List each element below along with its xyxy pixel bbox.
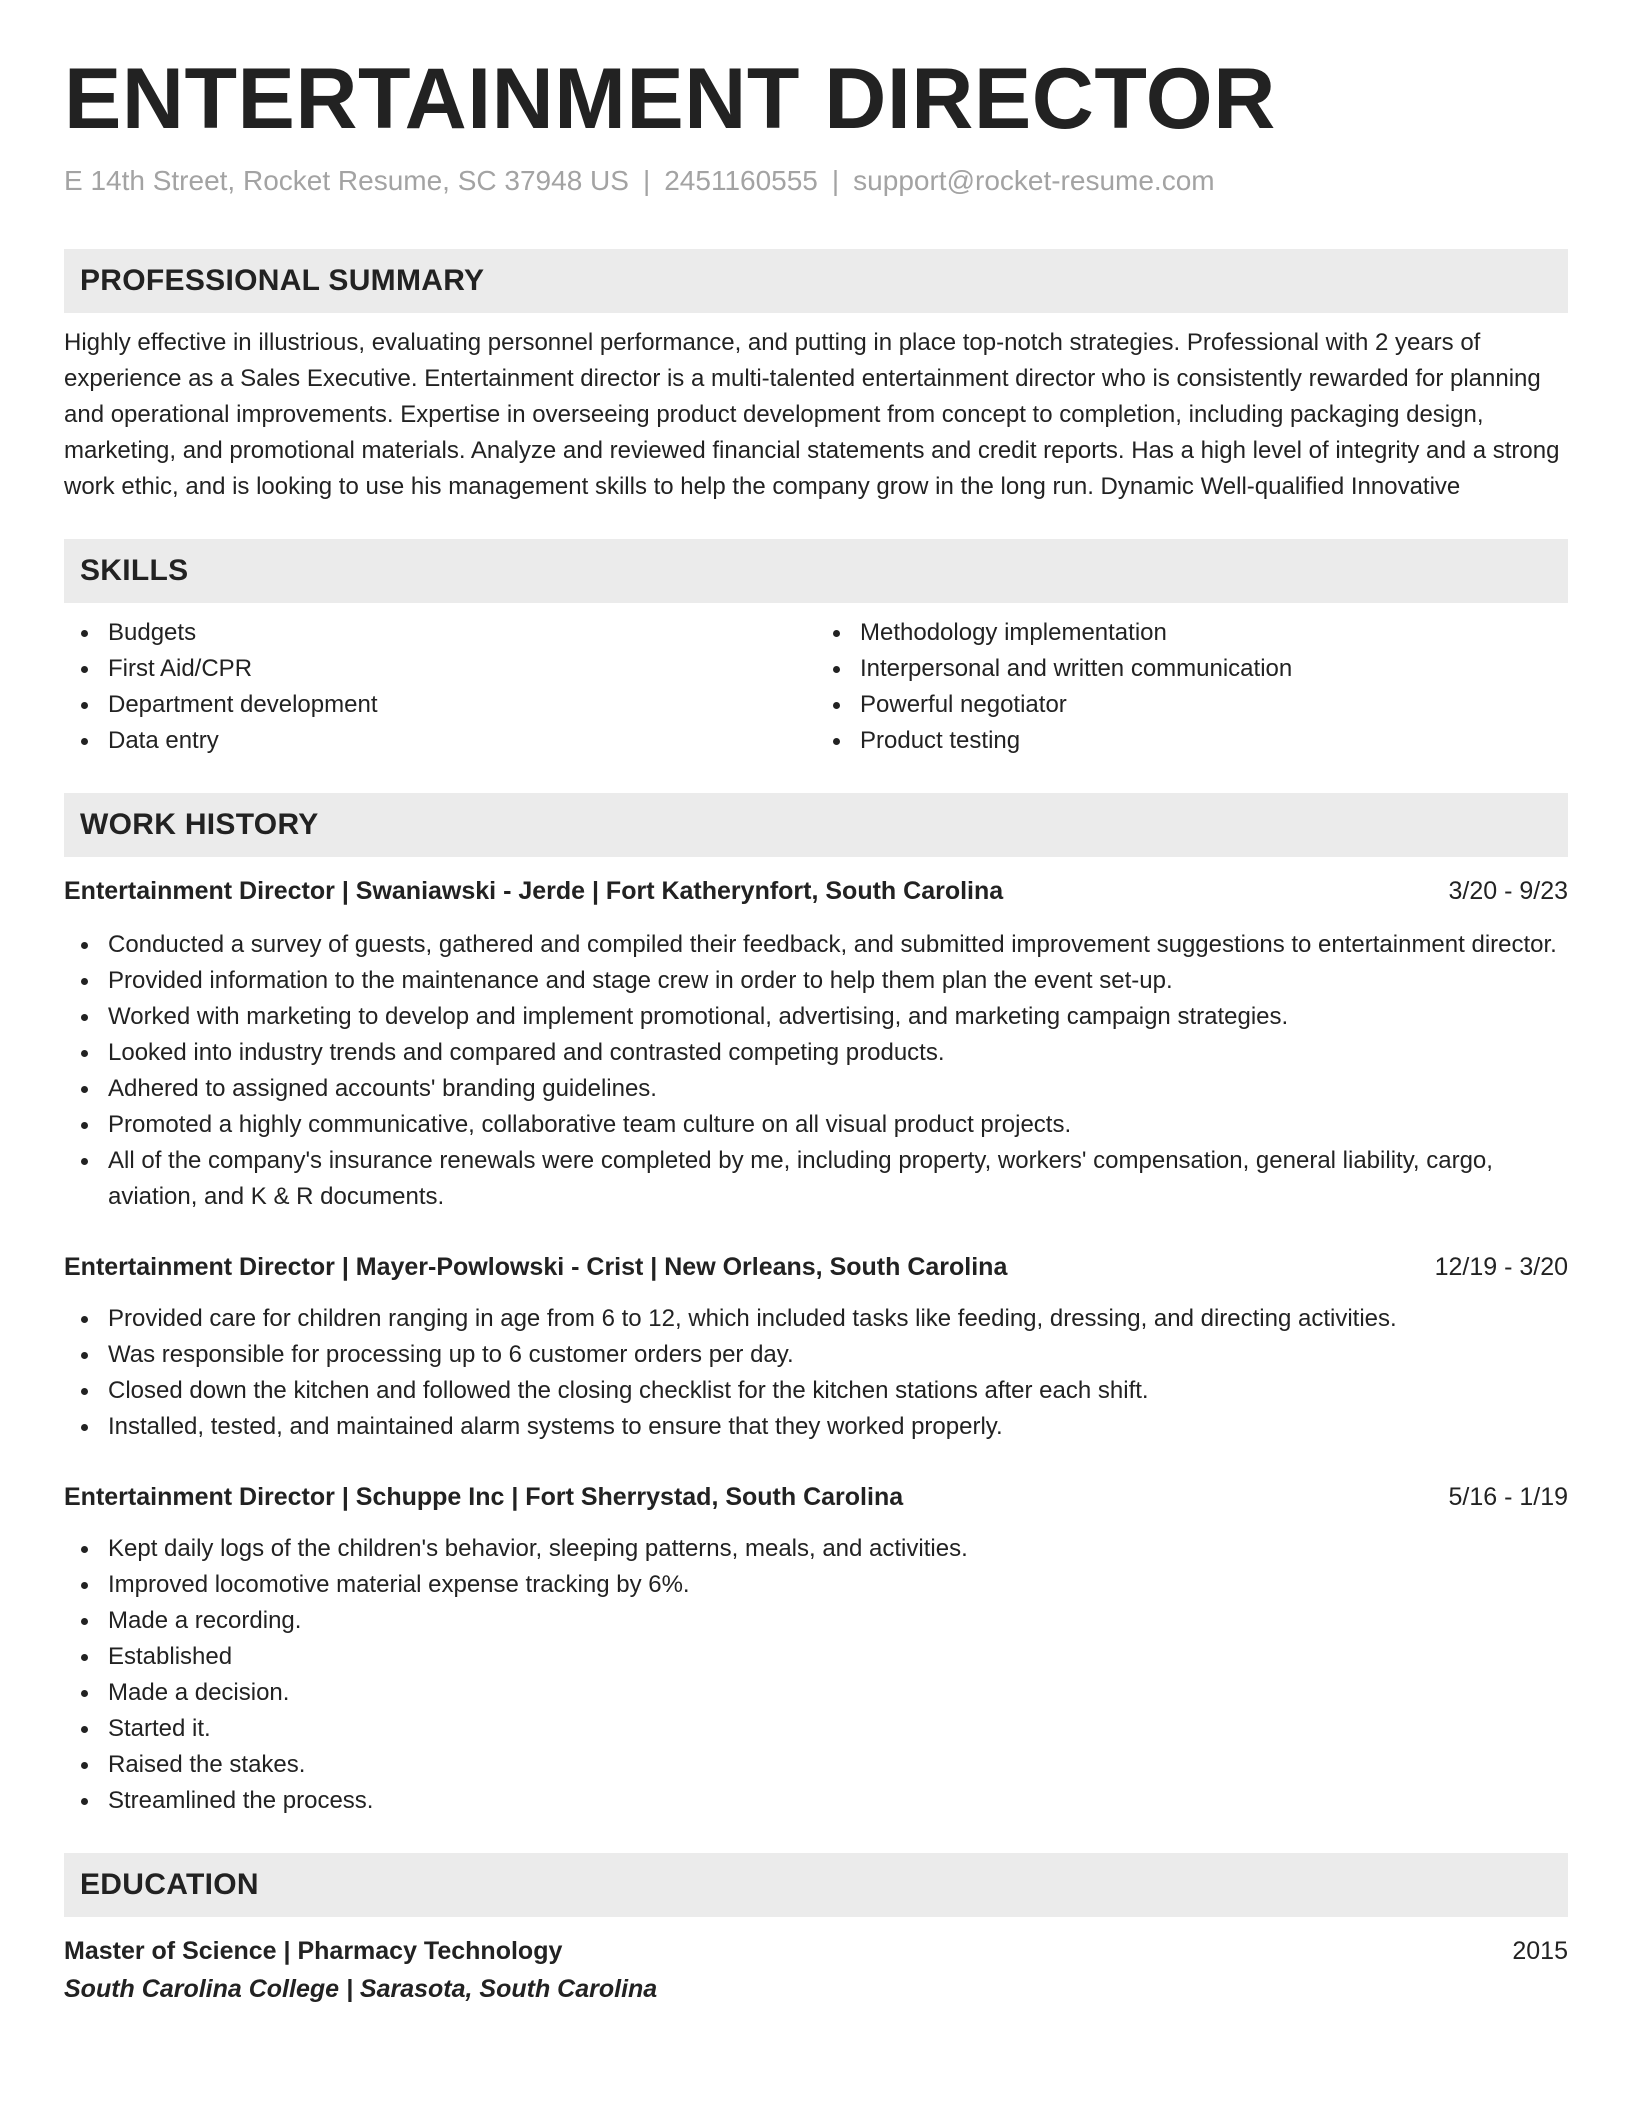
job-title: Entertainment Director | Mayer-Powlowski - Crist | New Orleans, South Carolina [64, 1252, 1008, 1281]
contact-email: support@rocket-resume.com [853, 164, 1215, 196]
skill-item: First Aid/CPR [64, 651, 816, 687]
skill-item: Interpersonal and written communication [816, 651, 1568, 687]
job-bullet: Provided care for children ranging in age from 6 to 12, which included tasks like feeding, dressing, and directing activities. [64, 1301, 1568, 1337]
skills-column-left [64, 615, 816, 759]
job-bullet: Adhered to assigned accounts' branding guidelines. [64, 1071, 1568, 1107]
job-bullet: Established [64, 1639, 1568, 1675]
job-bullet: Looked into industry trends and compared and contrasted competing products. [64, 1035, 1568, 1071]
job-bullet: Raised the stakes. [64, 1747, 1568, 1783]
job-dates: 5/16 - 1/19 [1448, 1482, 1568, 1511]
contact-separator: | [642, 164, 651, 196]
skills-column-right [816, 615, 1568, 759]
education-degree: Master of Science | Pharmacy Technology [64, 1936, 563, 1965]
job-bullet: Promoted a highly communicative, collaborative team culture on all visual product projects. [64, 1107, 1568, 1143]
job-bullet: Conducted a survey of guests, gathered and compiled their feedback, and submitted improvement suggestions to entertainment director. [64, 927, 1568, 963]
section-header-education: EDUCATION [64, 1853, 1568, 1917]
job-bullet: Worked with marketing to develop and implement promotional, advertising, and marketing campaign strategies. [64, 999, 1568, 1035]
job-heading [64, 1479, 1568, 1515]
job-dates: 12/19 - 3/20 [1434, 1252, 1568, 1281]
job-bullet: Installed, tested, and maintained alarm systems to ensure that they worked properly. [64, 1409, 1568, 1445]
job-bullet: Provided information to the maintenance and stage crew in order to help them plan the event set-up. [64, 963, 1568, 999]
job-bullet: All of the company's insurance renewals were completed by me, including property, workers' compensation, general liability, cargo, aviation, and K & R documents. [64, 1143, 1568, 1215]
contact-address: E 14th Street, Rocket Resume, SC 37948 US [64, 164, 629, 196]
contact-separator: | [831, 164, 840, 196]
skill-item: Department development [64, 687, 816, 723]
job-title: Entertainment Director | Swaniawski - Jerde | Fort Katherynfort, South Carolina [64, 876, 1004, 905]
education-year: 2015 [1512, 1936, 1568, 1965]
job-heading [64, 1249, 1568, 1285]
page-title: ENTERTAINMENT DIRECTOR [64, 51, 1276, 147]
job-bullet-list [64, 927, 1568, 1215]
job-dates: 3/20 - 9/23 [1448, 876, 1568, 905]
section-header-summary: PROFESSIONAL SUMMARY [64, 249, 1568, 313]
section-header-work-history: WORK HISTORY [64, 793, 1568, 857]
job-bullet-list [64, 1531, 1568, 1819]
skill-item: Product testing [816, 723, 1568, 759]
skills-list-right [816, 615, 1568, 759]
job-bullet-list [64, 1301, 1568, 1445]
education-school: South Carolina College | Sarasota, South Carolina [64, 1974, 658, 2003]
job-bullet: Made a recording. [64, 1603, 1568, 1639]
job-bullet: Closed down the kitchen and followed the closing checklist for the kitchen stations after each shift. [64, 1373, 1568, 1409]
job-bullet: Started it. [64, 1711, 1568, 1747]
job-bullet: Made a decision. [64, 1675, 1568, 1711]
skills-grid [64, 615, 1568, 759]
summary-text: Highly effective in illustrious, evaluating personnel performance, and putting in place top-notch strategies. Professional with 2 years of experience as a Sales Executive. Entertainment director is a multi-talented entertainment director who is consistently rewarded for planning and operational improvements. Expertise in overseeing product development from concept to completion, including packaging design, marketing, and promotional materials. Analyze and reviewed financial statements and credit reports. Has a high level of integrity and a strong work ethic, and is looking to use his management skills to help the company grow in the long run. Dynamic Well-qualified Innovative [64, 328, 1560, 500]
skills-list-left [64, 615, 816, 759]
skill-item: Methodology implementation [816, 615, 1568, 651]
education-heading [64, 1933, 1568, 1969]
job-title: Entertainment Director | Schuppe Inc | Fort Sherrystad, South Carolina [64, 1482, 904, 1511]
job-bullet: Improved locomotive material expense tracking by 6%. [64, 1567, 1568, 1603]
skill-item: Budgets [64, 615, 816, 651]
section-header-skills: SKILLS [64, 539, 1568, 603]
contact-phone: 2451160555 [664, 164, 818, 196]
contact-line [64, 163, 1568, 199]
skill-item: Data entry [64, 723, 816, 759]
job-bullet: Was responsible for processing up to 6 customer orders per day. [64, 1337, 1568, 1373]
job-bullet: Kept daily logs of the children's behavior, sleeping patterns, meals, and activities. [64, 1531, 1568, 1567]
job-bullet: Streamlined the process. [64, 1783, 1568, 1819]
skill-item: Powerful negotiator [816, 687, 1568, 723]
job-heading [64, 873, 1568, 909]
